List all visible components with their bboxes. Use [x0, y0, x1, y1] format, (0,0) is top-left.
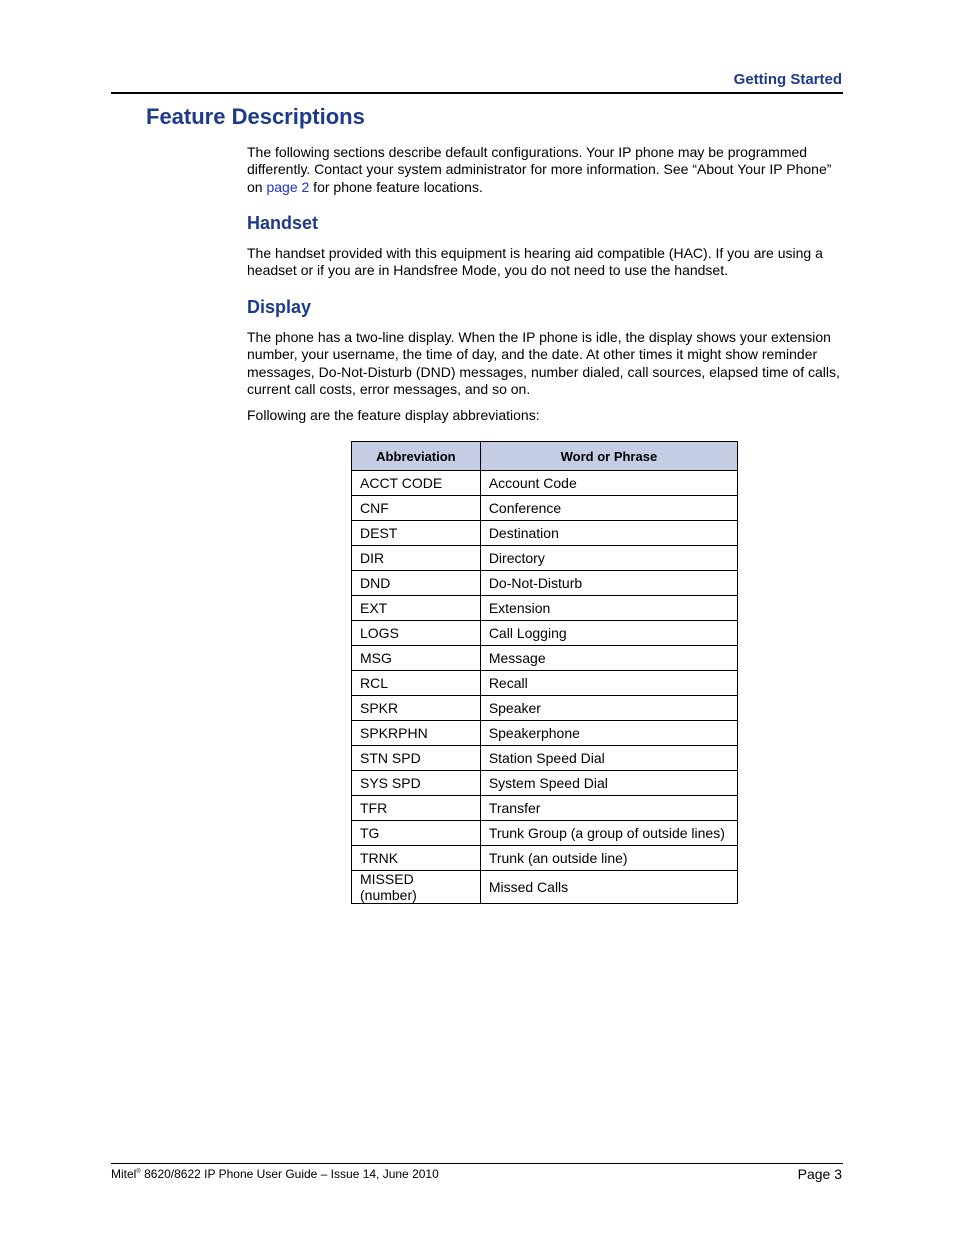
abbreviation-cell: STN SPD — [352, 746, 481, 771]
handset-heading: Handset — [247, 213, 319, 233]
table-row — [352, 521, 738, 546]
abbreviation-cell: MISSED (number) — [352, 871, 481, 904]
table-row — [352, 721, 738, 746]
header-abbreviation: Abbreviation — [352, 442, 481, 471]
abbreviation-cell: TG — [352, 821, 481, 846]
abbreviation-cell: EXT — [352, 596, 481, 621]
display-paragraph: The phone has a two-line display. When the IP phone is idle, the display shows your extension number, your username, the time of day, and the date. At other times it might show reminder messages, Do-Not-Disturb (DND) messages, number dialed, call sources, elapsed time of calls, current call costs, error messages, and so on. — [247, 329, 840, 397]
table-row — [352, 871, 738, 904]
handset-paragraph: The handset provided with this equipment is hearing aid compatible (HAC). If you are using a headset or if you are in Handsfree Mode, you do not need to use the handset. — [247, 245, 823, 279]
table-row — [352, 496, 738, 521]
abbreviation-cell: TFR — [352, 796, 481, 821]
abbreviation-cell: ACCT CODE — [352, 471, 481, 496]
phrase-cell: Directory — [480, 546, 737, 571]
abbreviation-cell: RCL — [352, 671, 481, 696]
abbreviation-cell: LOGS — [352, 621, 481, 646]
abbreviation-cell: DND — [352, 571, 481, 596]
phrase-cell: Station Speed Dial — [480, 746, 737, 771]
table-row — [352, 596, 738, 621]
table-row — [352, 746, 738, 771]
abbreviation-cell: MSG — [352, 646, 481, 671]
table-row — [352, 471, 738, 496]
table-row — [352, 571, 738, 596]
registered-mark: ® — [136, 1169, 141, 1175]
phrase-cell: Account Code — [480, 471, 737, 496]
footer-divider — [111, 1163, 843, 1164]
table-row — [352, 546, 738, 571]
table-row — [352, 821, 738, 846]
phrase-cell: Speaker — [480, 696, 737, 721]
display-heading: Display — [247, 297, 312, 317]
running-header-section-label: Getting Started — [733, 71, 842, 88]
page-2-link[interactable]: page 2 — [266, 178, 310, 195]
footer-brand: Mitel — [111, 1167, 137, 1181]
table-row — [352, 646, 738, 671]
footer-doc-title: 8620/8622 IP Phone User Guide – Issue 14, June 2010 — [140, 1167, 439, 1181]
page-title: Feature Descriptions — [146, 104, 365, 129]
abbreviation-cell: SPKR — [352, 696, 481, 721]
intro-text-before-link: The following sections describe default configurations. Your IP phone may be programmed differently. Contact your system administrator for more information. See “About Your IP Phone” on — [247, 144, 832, 195]
table-body — [352, 471, 738, 904]
phrase-cell: Do-Not-Disturb — [480, 571, 737, 596]
abbreviation-cell: SPKRPHN — [352, 721, 481, 746]
abbreviation-cell: CNF — [352, 496, 481, 521]
phrase-cell: Recall — [480, 671, 737, 696]
footer-doc-info — [111, 1167, 439, 1181]
table-row — [352, 621, 738, 646]
footer-page-number: Page 3 — [797, 1166, 842, 1182]
phrase-cell: Extension — [480, 596, 737, 621]
phrase-cell: Conference — [480, 496, 737, 521]
abbreviation-cell: SYS SPD — [352, 771, 481, 796]
phrase-cell: Call Logging — [480, 621, 737, 646]
abbreviation-table — [351, 441, 738, 904]
abbreviations-intro: Following are the feature display abbreviations: — [247, 407, 540, 423]
table-row — [352, 771, 738, 796]
table-header-row — [352, 442, 738, 471]
phrase-cell: Transfer — [480, 796, 737, 821]
phrase-cell: System Speed Dial — [480, 771, 737, 796]
abbreviation-cell: DEST — [352, 521, 481, 546]
intro-text-after-link: for phone feature locations. — [309, 178, 483, 195]
table-row — [352, 671, 738, 696]
header-divider — [111, 92, 843, 94]
table-row — [352, 796, 738, 821]
abbreviation-cell: DIR — [352, 546, 481, 571]
phrase-cell: Missed Calls — [480, 871, 737, 904]
table-row — [352, 696, 738, 721]
intro-paragraph — [247, 144, 847, 196]
phrase-cell: Speakerphone — [480, 721, 737, 746]
table-row — [352, 846, 738, 871]
abbreviation-cell: TRNK — [352, 846, 481, 871]
phrase-cell: Message — [480, 646, 737, 671]
phrase-cell: Destination — [480, 521, 737, 546]
phrase-cell: Trunk Group (a group of outside lines) — [480, 821, 737, 846]
phrase-cell: Trunk (an outside line) — [480, 846, 737, 871]
header-word-or-phrase: Word or Phrase — [480, 442, 737, 471]
